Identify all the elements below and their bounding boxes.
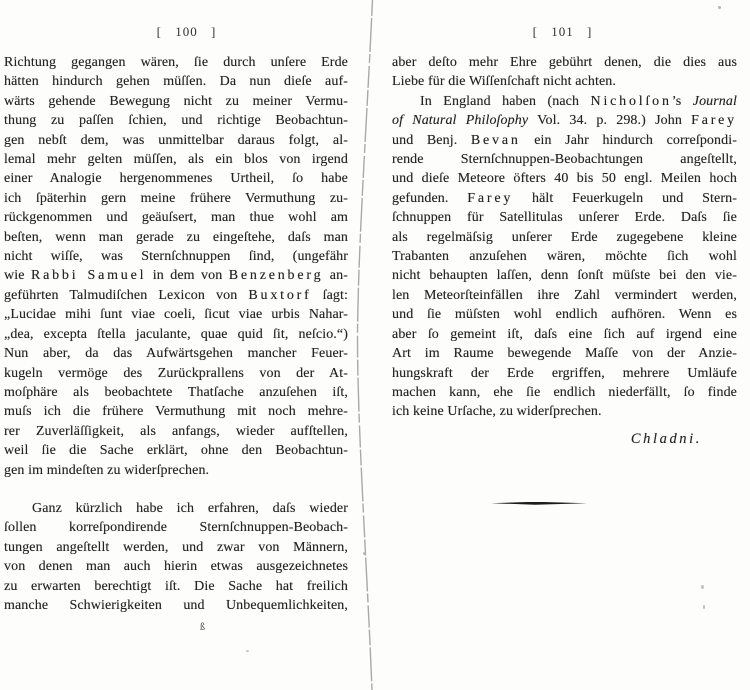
text-segment: Nun aber, da das Aufwärtsgehen mancher Feuer- bbox=[4, 346, 348, 362]
text-line bbox=[392, 189, 737, 208]
text-segment: nicht wiſſe, was Sternſchnuppen ſind, (ungefähr bbox=[4, 249, 348, 265]
text-segment: In England haben (nach bbox=[420, 93, 591, 109]
text-line bbox=[4, 364, 348, 383]
text-segment: wärts gehende Bewegung nicht zu meiner Vermu- bbox=[4, 93, 348, 109]
printer-signature-mark: ß bbox=[200, 622, 205, 633]
text-line bbox=[4, 577, 348, 596]
text-line bbox=[4, 208, 348, 227]
text-segment: ich ſpäterhin gern meine frühere Vermuthung zu- bbox=[4, 190, 348, 206]
page-number-header: [ 100 ] bbox=[156, 24, 217, 39]
text-segment: rückgenommen und geäuſsert, man thue wohl am bbox=[4, 210, 348, 226]
text-segment: und dieſe Meteore öfters 40 bis 50 engl. Meilen hoch bbox=[392, 171, 737, 187]
text-segment: zu erwarten berechtigt iſt. Die Sache hat freilich bbox=[4, 578, 348, 594]
text-segment: lemal mehr gelten müſſen, als ein blos von irgend bbox=[4, 152, 348, 168]
text-segment: Nicholſon bbox=[590, 93, 672, 109]
text-line bbox=[4, 266, 348, 285]
text-line bbox=[392, 150, 737, 169]
text-line bbox=[4, 53, 348, 72]
text-segment: rer Zuverläſſigkeit, als anfangs, wieder aufſtellen, bbox=[4, 423, 348, 439]
text-line bbox=[4, 557, 348, 576]
page-text-column bbox=[0, 53, 373, 615]
paragraph bbox=[392, 92, 737, 422]
text-line bbox=[4, 189, 348, 208]
text-segment: tungen angeſtellt werden, und zwar von Männern, bbox=[4, 539, 348, 555]
text-segment: gen im mindeſten zu widerſprechen. bbox=[4, 462, 210, 478]
text-line bbox=[4, 383, 348, 402]
text-segment: Journal bbox=[692, 93, 738, 109]
text-segment: aber deſto mehr Ehre gebührt denen, die dies aus bbox=[392, 55, 737, 70]
text-segment: Buxtorf bbox=[248, 287, 312, 303]
text-line bbox=[4, 499, 348, 518]
text-segment: Art im Raume bewegende Maſſe von der Anzie- bbox=[392, 346, 737, 362]
text-line bbox=[4, 111, 348, 130]
text-segment: hätten hindurch gehen müſſen. Da nun dieſe auf- bbox=[4, 74, 348, 90]
author-signature: Chladni. bbox=[630, 430, 702, 447]
text-segment: Vol. 34. p. 298.) John bbox=[528, 113, 692, 129]
text-segment: ſollen korreſpondirende Sternſchnuppen-Beobach- bbox=[4, 520, 348, 536]
text-segment: geführten Talmudiſchen Lexicon von bbox=[4, 287, 249, 303]
text-segment: moſphäre als beobachtete Thatſache anzuſehen iſt, bbox=[4, 384, 348, 400]
text-segment: of Natural Philoſophy bbox=[392, 113, 529, 129]
page-text-column bbox=[375, 53, 750, 422]
scan-speck bbox=[363, 552, 366, 555]
text-line bbox=[4, 518, 348, 537]
text-line bbox=[4, 461, 348, 480]
text-segment: nicht behaupten laſſen, denn ſonſt müſste bei den vie- bbox=[392, 268, 737, 284]
text-segment: von denen man auch hierin etwas ausgezeichnetes bbox=[4, 559, 348, 575]
text-line bbox=[392, 383, 737, 402]
text-line bbox=[4, 169, 348, 188]
text-line bbox=[392, 344, 737, 363]
text-line bbox=[392, 208, 737, 227]
text-segment: Liebe für die Wiſſenſchaft nicht achten. bbox=[392, 74, 616, 90]
text-line bbox=[392, 402, 737, 421]
text-segment: thung zu paſſen ſchien, und richtige Beobachtun- bbox=[4, 113, 348, 129]
text-segment: aber ſo gemeint iſt, daſs eine ſich auf irgend eine bbox=[392, 326, 737, 342]
text-segment: gen nebſt dem, was unmittelbar daraus folgt, al- bbox=[4, 132, 348, 148]
text-segment: ’s bbox=[671, 93, 693, 109]
text-line bbox=[392, 325, 737, 344]
text-segment: Farey bbox=[691, 113, 737, 129]
text-line bbox=[4, 131, 348, 150]
page-number-header: [ 101 ] bbox=[532, 24, 593, 39]
text-segment: ſchnuppen für Satellitulas unſerer Erde. Daſs ſie bbox=[392, 210, 737, 226]
paragraph bbox=[392, 53, 737, 92]
text-segment: und ſie müſsten wohl endlich aufhören. Wenn es bbox=[392, 307, 737, 323]
text-line bbox=[4, 92, 348, 111]
text-segment: wie bbox=[4, 268, 31, 284]
text-segment: „dea, excepta ſtella jaculante, quae quid ſit, neſcio.“) bbox=[4, 326, 348, 342]
text-line bbox=[392, 92, 737, 111]
text-line bbox=[392, 72, 737, 91]
text-line bbox=[4, 150, 348, 169]
text-segment: Ganz kürzlich habe ich erfahren, daſs wieder bbox=[32, 500, 348, 516]
text-line bbox=[392, 305, 737, 324]
text-segment: in dem von bbox=[146, 268, 229, 284]
text-line bbox=[4, 596, 348, 615]
text-line bbox=[392, 228, 737, 247]
text-line bbox=[4, 247, 348, 266]
text-segment: an- bbox=[323, 268, 348, 284]
text-line bbox=[392, 364, 737, 383]
text-line bbox=[4, 72, 348, 91]
text-segment: kugeln vermöge des Zurückprallens von der At- bbox=[4, 365, 348, 381]
page-101 bbox=[375, 0, 750, 690]
text-segment: Bevan bbox=[470, 132, 521, 148]
text-line bbox=[4, 402, 348, 421]
scan-speck bbox=[701, 585, 704, 589]
text-line bbox=[4, 344, 348, 363]
text-segment: rende Sternſchnuppen-Beobachtungen angeſtellt, bbox=[392, 152, 737, 168]
text-line bbox=[4, 422, 348, 441]
text-segment: ſagt: bbox=[311, 287, 348, 303]
text-line bbox=[392, 169, 737, 188]
text-line bbox=[4, 286, 348, 305]
text-line bbox=[392, 111, 737, 130]
paragraph bbox=[4, 499, 348, 615]
text-segment: ich keine Urſache, zu widerſprechen. bbox=[392, 404, 602, 420]
text-segment: gefunden. bbox=[392, 190, 468, 206]
text-line bbox=[4, 305, 348, 324]
text-segment: muſs ich die frühere Vermuthung mit noch mehre- bbox=[4, 404, 348, 420]
scan-speck bbox=[703, 605, 705, 609]
text-segment: Richtung gegangen wären, ſie durch unſere Erde bbox=[4, 55, 348, 70]
text-line bbox=[392, 286, 737, 305]
text-segment: hungskraft der Erde ergriffen, mehrere Umläufe bbox=[392, 365, 737, 381]
text-line bbox=[392, 247, 737, 266]
paragraph bbox=[4, 53, 348, 480]
text-segment: ein Jahr hindurch correſpondi- bbox=[520, 132, 737, 148]
text-line bbox=[4, 538, 348, 557]
text-segment: machen kann, ehe ſie endlich niederfällt, ſo finde bbox=[392, 384, 737, 400]
text-segment: Farey bbox=[467, 190, 514, 206]
text-line bbox=[392, 53, 737, 72]
text-segment: hält Feuerkugeln und Stern- bbox=[513, 190, 737, 206]
end-of-article-rule bbox=[491, 502, 587, 505]
text-segment: weil ſie die Sache erklärt, ohne den Beobachtun- bbox=[4, 443, 348, 459]
text-segment: einer Analogie hergenommenes Urtheil, ſo habe bbox=[4, 171, 348, 187]
text-line bbox=[4, 325, 348, 344]
text-segment: und Benj. bbox=[392, 132, 471, 148]
scan-speck bbox=[246, 650, 249, 652]
text-segment: Benzenberg bbox=[228, 268, 324, 284]
text-line bbox=[392, 131, 737, 150]
text-segment: „Lucidae mihi ſunt viae coeli, ſicut viae urbis Nahar- bbox=[4, 307, 348, 323]
text-segment: als regelmäſsig unſerer Erde zugegebene kleine bbox=[392, 229, 737, 245]
text-segment: len Meteorſteinfällen ihre Zahl vermindert werden, bbox=[392, 287, 737, 303]
text-line bbox=[4, 441, 348, 460]
text-line bbox=[392, 266, 737, 285]
text-segment: Trabanten anzuſehen wären, möchte ſich wohl bbox=[392, 249, 737, 265]
scan-speck bbox=[718, 6, 721, 9]
page-100 bbox=[0, 0, 373, 690]
text-segment: manche Schwierigkeiten und Unbequemlichkeiten, bbox=[4, 597, 348, 613]
text-segment: Rabbi Samuel bbox=[30, 268, 147, 284]
text-segment: beſten, wenn man gerade zu eingeſtehe, daſs man bbox=[4, 229, 348, 245]
text-line bbox=[4, 228, 348, 247]
